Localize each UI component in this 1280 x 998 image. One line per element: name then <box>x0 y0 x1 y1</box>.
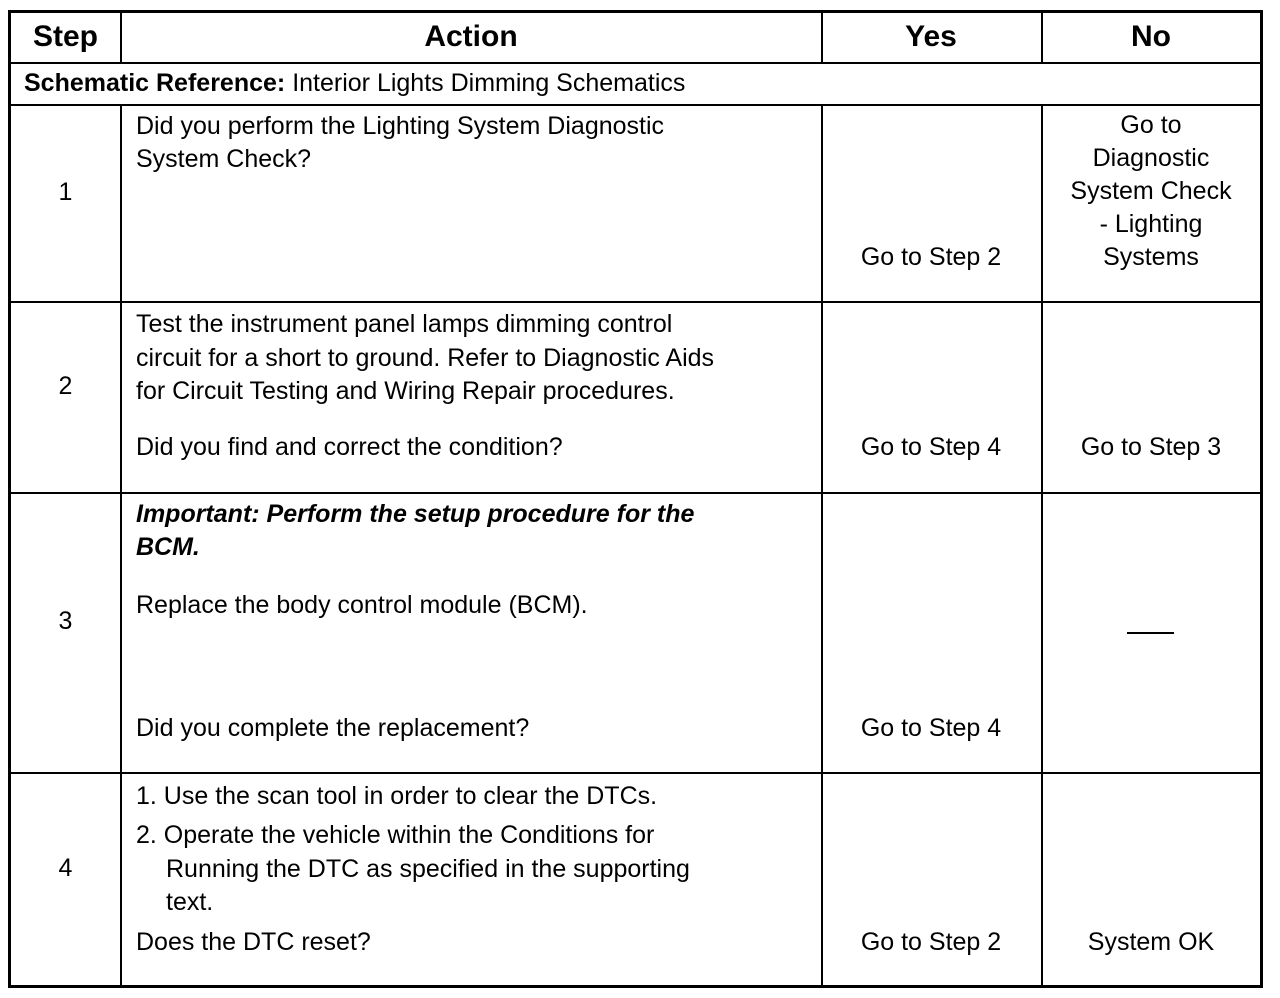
row-divider <box>11 301 1260 303</box>
no-result: Go to <box>1120 111 1182 139</box>
schematic-value: Interior Lights Dimming Schematics <box>292 69 686 97</box>
no-result-dash <box>1127 632 1174 634</box>
list-item-continued: text. <box>166 888 214 916</box>
action-text: System Check? <box>136 145 312 173</box>
action-text: for Circuit Testing and Wiring Repair procedures. <box>136 377 675 405</box>
action-question: Did you find and correct the condition? <box>136 433 563 461</box>
action-question: Did you complete the replacement? <box>136 714 530 742</box>
yes-result: Go to Step 4 <box>860 714 1002 742</box>
action-text: circuit for a short to ground. Refer to Diagnostic Aids <box>136 344 715 372</box>
list-item: 1. Use the scan tool in order to clear the DTCs. <box>136 782 658 810</box>
row-divider <box>11 62 1260 64</box>
step-number: 1 <box>58 178 73 206</box>
header-yes: Yes <box>905 20 957 53</box>
action-text: Did you perform the Lighting System Diagnostic <box>136 112 665 140</box>
list-item: 2. Operate the vehicle within the Conditions for <box>136 821 655 849</box>
yes-result: Go to Step 4 <box>860 433 1002 461</box>
no-result: System Check <box>1070 177 1232 205</box>
yes-result: Go to Step 2 <box>860 243 1002 271</box>
step-number: 3 <box>58 607 73 635</box>
action-text: Test the instrument panel lamps dimming control <box>136 310 673 338</box>
step-number: 4 <box>58 854 73 882</box>
list-item-continued: Running the DTC as specified in the supporting <box>166 855 690 883</box>
column-divider <box>821 105 823 985</box>
row-divider <box>11 104 1260 106</box>
schematic-reference <box>24 67 685 100</box>
row-divider <box>11 492 1260 494</box>
header-step: Step <box>32 20 98 53</box>
action-text: Replace the body control module (BCM). <box>136 591 588 619</box>
no-result: Go to Step 3 <box>1080 433 1222 461</box>
row-divider <box>11 772 1260 774</box>
header-action: Action <box>424 20 518 53</box>
action-question: Does the DTC reset? <box>136 928 371 956</box>
no-result: Diagnostic <box>1092 144 1210 172</box>
no-result: System OK <box>1087 928 1215 956</box>
no-result: - Lighting <box>1099 210 1203 238</box>
step-number: 2 <box>58 372 73 400</box>
no-result: Systems <box>1103 243 1199 271</box>
schematic-label: Schematic Reference: <box>24 69 286 97</box>
important-note: Important: Perform the setup procedure for the <box>136 500 695 528</box>
important-note: BCM. <box>136 533 200 561</box>
yes-result: Go to Step 2 <box>860 928 1002 956</box>
header-no: No <box>1131 20 1171 53</box>
column-divider <box>120 105 122 985</box>
